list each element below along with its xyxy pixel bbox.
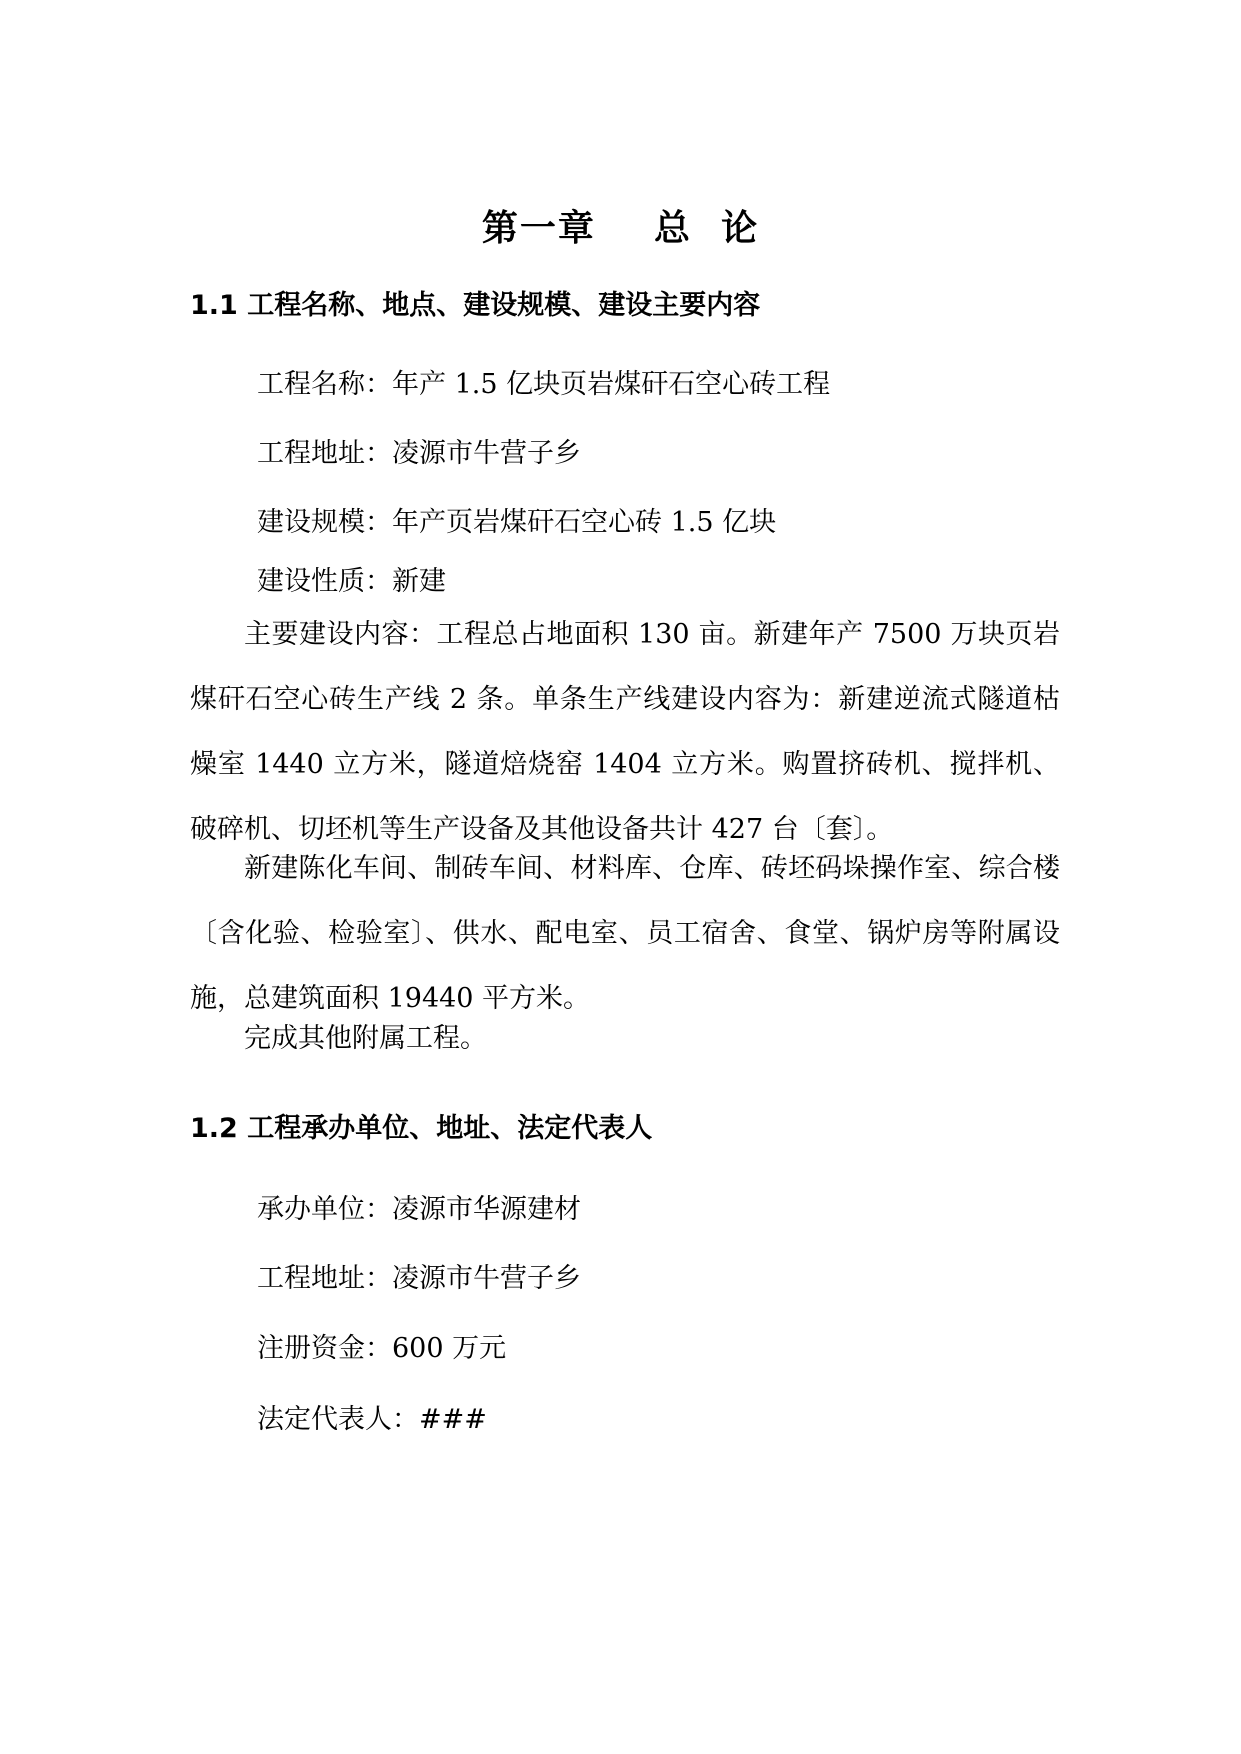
- construction-nature-line: 建设性质：新建: [257, 566, 446, 597]
- other-works-paragraph: 完成其他附属工程。: [244, 1023, 487, 1054]
- legal-representative-line: 法定代表人：###: [257, 1404, 487, 1435]
- section-heading-1-1: 1.1 工程名称、地点、建设规模、建设主要内容: [190, 290, 761, 321]
- registered-capital-line: 注册资金：600 万元: [257, 1333, 507, 1364]
- undertaker-line: 承办单位：凌源市华源建材: [257, 1194, 581, 1225]
- section-heading-1-2: 1.2 工程承办单位、地址、法定代表人: [190, 1113, 653, 1144]
- undertaker-address-line: 工程地址：凌源市牛营子乡: [257, 1263, 581, 1294]
- project-name-line: 工程名称：年产 1.5 亿块页岩煤矸石空心砖工程: [257, 369, 831, 400]
- construction-scale-line: 建设规模：年产页岩煤矸石空心砖 1.5 亿块: [257, 507, 777, 538]
- new-buildings-paragraph: 新建陈化车间、制砖车间、材料库、仓库、砖坯码垛操作室、综合楼〔含化验、检验室〕、供水、配电室、员工宿舍、食堂、锅炉房等附属设施，总建筑面积 19440 平方米。: [190, 853, 1060, 1014]
- main-construction-content-paragraph: 主要建设内容：工程总占地面积 130 亩。新建年产 7500 万块页岩煤矸石空心砖生产线 2 条。单条生产线建设内容为：新建逆流式隧道枯燥室 1440 立方米，隧道焙烧窑 1404 立方米。购置挤砖机、搅拌机、破碎机、切坯机等生产设备及其他设备共计 427 台〔套〕。: [190, 619, 1060, 845]
- project-address-line: 工程地址：凌源市牛营子乡: [257, 438, 581, 469]
- chapter-title: 第一章 总 论: [481, 208, 760, 249]
